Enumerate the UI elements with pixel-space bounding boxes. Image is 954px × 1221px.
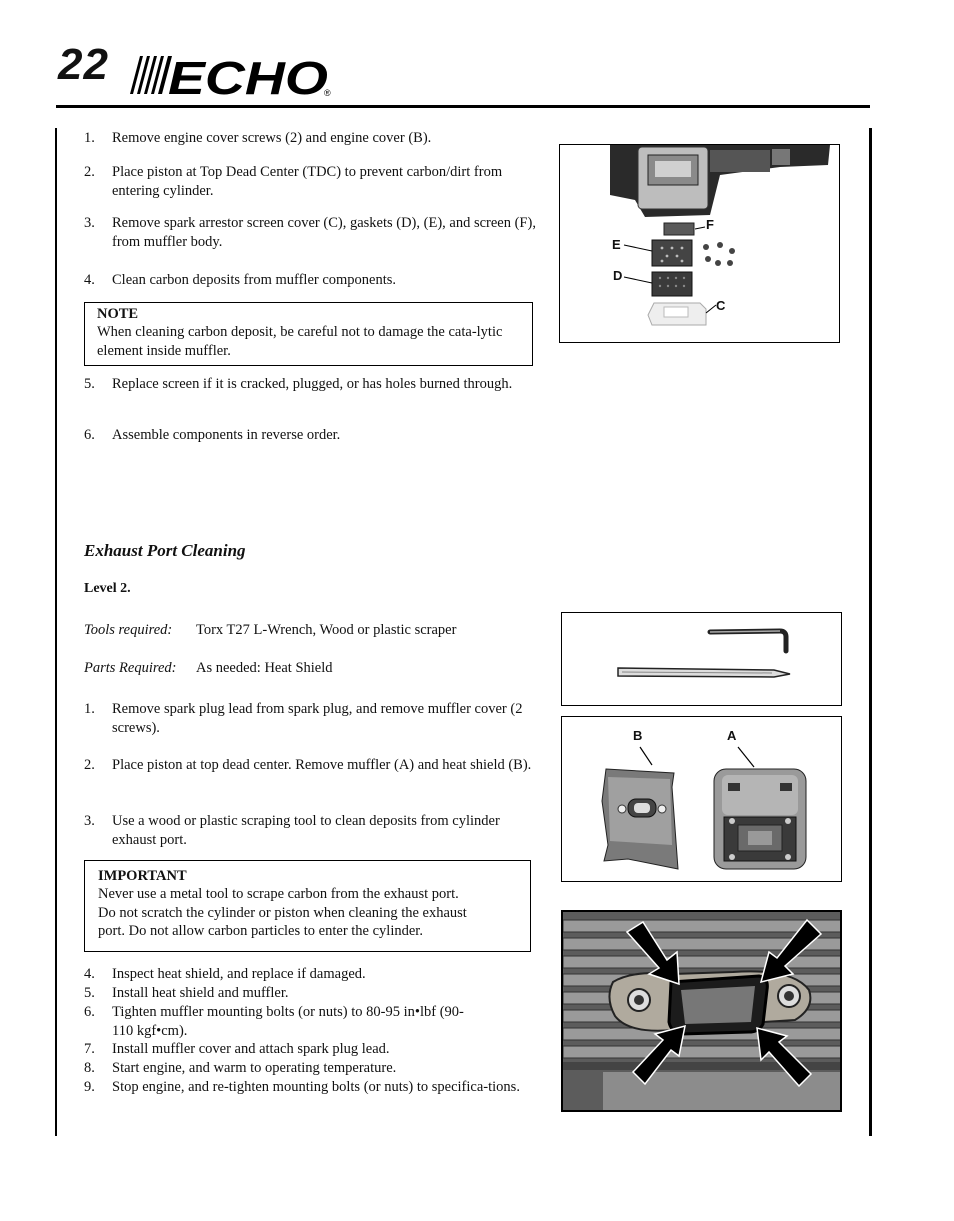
- list-item: 4. Clean carbon deposits from muffler components.: [84, 272, 397, 288]
- list-item: 3. Remove spark arrestor screen cover (C), gaskets (D), (E), and screen (F), from muffler body.: [84, 215, 536, 250]
- label-c: C: [716, 298, 726, 313]
- important-line: Do not scratch the cylinder or piston when cleaning the exhaust: [98, 904, 467, 921]
- left-margin-rule: [55, 128, 57, 1136]
- label-d: D: [613, 268, 623, 283]
- parts-label: Parts Required:: [84, 660, 177, 676]
- note-box: [84, 302, 533, 366]
- page-number: 22: [58, 40, 109, 89]
- echo-logo: [124, 50, 336, 98]
- right-margin-rule: [869, 128, 872, 1136]
- tools-required: [84, 622, 544, 642]
- spark-arrestor-exploded-figure: [559, 144, 840, 343]
- list-item: 4. Inspect heat shield, and replace if damaged.: [84, 966, 366, 982]
- section-title: Exhaust Port Cleaning: [84, 541, 246, 560]
- important-box: [84, 860, 531, 952]
- tools-value: Torx T27 L-Wrench, Wood or plastic scraper: [196, 622, 457, 638]
- label-a: A: [727, 728, 737, 743]
- list-item: 1. Remove spark plug lead from spark plug, and remove muffler cover (2 screws).: [84, 701, 523, 736]
- list-item: 3. Use a wood or plastic scraping tool to clean deposits from cylinder exhaust port.: [84, 813, 500, 848]
- parts-value: As needed: Heat Shield: [196, 660, 333, 676]
- tools-label: Tools required:: [84, 622, 173, 638]
- important-line: Never use a metal tool to scrape carbon from the exhaust port.: [98, 886, 459, 902]
- exhaust-port-figure: [561, 910, 842, 1112]
- list-item: 2. Place piston at top dead center. Remove muffler (A) and heat shield (B).: [84, 757, 532, 773]
- list-item: 5. Install heat shield and muffler.: [84, 985, 289, 1001]
- muffler-heat-shield-illustration: [562, 717, 842, 882]
- list-item: 9. Stop engine, and re-tighten mounting bolts (or nuts) to specifica-tions.: [84, 1079, 520, 1095]
- list-item: 2. Place piston at Top Dead Center (TDC) to prevent carbon/dirt from entering cylinder.: [84, 164, 503, 199]
- tools-illustration: [562, 613, 842, 706]
- note-title: NOTE: [97, 306, 139, 322]
- list-item: 6. Assemble components in reverse order.: [84, 427, 341, 443]
- label-e: E: [612, 237, 621, 252]
- important-line: port. Do not allow carbon particles to enter the cylinder.: [98, 923, 423, 939]
- exhaust-port-illustration: [563, 912, 842, 1112]
- note-text: When cleaning carbon deposit, be careful not to damage the cata-lytic element inside muffler.: [97, 324, 503, 359]
- muffler-exploded-illustration: [560, 145, 840, 343]
- list-item: 7. Install muffler cover and attach spark plug lead.: [84, 1041, 390, 1057]
- registered-mark: ®: [324, 88, 331, 98]
- important-title: IMPORTANT: [98, 868, 187, 884]
- list-item: 6. Tighten muffler mounting bolts (or nuts) to 80-95 in•lbf (90-110 kgf•cm).: [84, 1004, 464, 1039]
- level-label: Level 2.: [84, 581, 131, 596]
- list-item: 8. Start engine, and warm to operating temperature.: [84, 1060, 397, 1076]
- svg-text:ECHO: ECHO: [168, 52, 329, 98]
- header-rule: [56, 105, 870, 108]
- list-item: 1. Remove engine cover screws (2) and engine cover (B).: [84, 130, 432, 146]
- label-f: F: [706, 217, 714, 232]
- list-item: 5. Replace screen if it is cracked, plugged, or has holes burned through.: [84, 376, 513, 392]
- label-b: B: [633, 728, 643, 743]
- muffler-heat-shield-figure: [561, 716, 842, 882]
- parts-required: [84, 660, 544, 680]
- tools-figure: [561, 612, 842, 706]
